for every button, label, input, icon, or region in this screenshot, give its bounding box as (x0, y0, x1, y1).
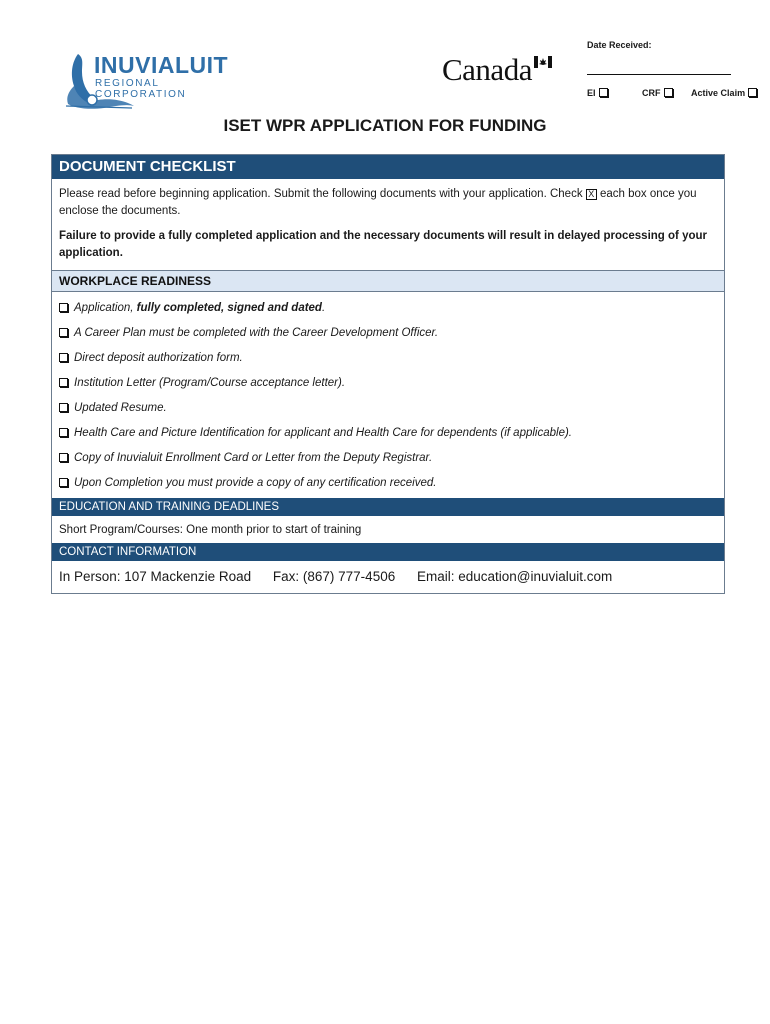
item-text: Upon Completion you must provide a copy of any certification received. (74, 477, 437, 489)
checklist-item-career-plan[interactable] (59, 321, 717, 346)
canada-wordmark: Canada (442, 52, 532, 87)
application-form (51, 154, 725, 594)
checkbox-icon[interactable] (59, 378, 68, 387)
checkbox-icon[interactable] (59, 453, 68, 462)
checklist-item-resume[interactable] (59, 396, 717, 421)
contact-in-person: In Person: 107 Mackenzie Road (59, 569, 252, 584)
checked-box-icon: X (586, 189, 597, 200)
check-active-claim[interactable] (691, 88, 757, 98)
workplace-checklist (52, 292, 724, 498)
contact-email[interactable]: Email: education@inuvialuit.com (416, 569, 613, 584)
intro-text-after: each box once you enclose the documents. (59, 188, 697, 217)
item-text: Health Care and Picture Identification for applicant and Health Care for dependents (if applicable). (74, 427, 572, 439)
checkbox-icon[interactable] (59, 428, 68, 437)
canada-flag-icon (534, 56, 552, 68)
item-text: A Career Plan must be completed with the Career Development Officer. (74, 327, 439, 339)
date-received-label: Date Received: (587, 40, 652, 50)
check-ei-label: EI (587, 88, 596, 98)
contact-info (52, 561, 724, 593)
check-active-claim-label: Active Claim (691, 88, 746, 98)
deadlines-heading: EDUCATION AND TRAINING DEADLINES (52, 498, 724, 516)
checklist-intro (52, 179, 724, 224)
item-text: Direct deposit authorization form. (74, 352, 243, 364)
intro-text-before: Please read before beginning application. Submit the following documents with your application. Check (59, 188, 583, 200)
checklist-item-direct-deposit[interactable] (59, 346, 717, 371)
contact-fax: Fax: (867) 777-4506 (272, 569, 396, 584)
page-title: ISET WPR APPLICATION FOR FUNDING (223, 116, 547, 135)
irc-logo (64, 48, 254, 112)
item-text: Institution Letter (Program/Course acceptance letter). (74, 377, 346, 389)
checklist-item-institution-letter[interactable] (59, 371, 717, 396)
deadlines-text: Short Program/Courses: One month prior to start of training (59, 524, 362, 536)
check-ei[interactable] (587, 88, 610, 98)
checklist-item-certification[interactable] (59, 471, 717, 496)
check-crf[interactable] (642, 88, 675, 98)
checkbox-icon[interactable] (59, 303, 68, 312)
checkbox-icon[interactable] (59, 403, 68, 412)
checklist-item-health-care[interactable] (59, 421, 717, 446)
checkbox-icon[interactable] (59, 478, 68, 487)
checkbox-icon[interactable] (59, 353, 68, 362)
item-text: Application, (74, 302, 137, 314)
checklist-warning: Failure to provide a fully completed application and the necessary documents will result in delayed processing of your application. (59, 230, 707, 259)
office-use-checks (587, 88, 770, 98)
checklist-item-application[interactable] (59, 296, 717, 321)
logo-subtitle: REGIONAL CORPORATION (95, 78, 187, 100)
checkbox-icon[interactable] (59, 328, 68, 337)
document-checklist-heading: DOCUMENT CHECKLIST (52, 155, 724, 179)
checkbox-icon[interactable] (664, 88, 673, 97)
checkbox-icon[interactable] (599, 88, 608, 97)
item-text: . (321, 302, 326, 314)
contact-heading: CONTACT INFORMATION (52, 543, 724, 561)
checkbox-icon[interactable] (748, 88, 757, 97)
date-received-line[interactable] (587, 74, 731, 75)
item-text: Updated Resume. (74, 402, 167, 414)
logo-name: INUVIALUIT (94, 52, 229, 78)
check-crf-label: CRF (642, 88, 661, 98)
workplace-readiness-heading: WORKPLACE READINESS (52, 270, 724, 292)
checklist-item-enrollment-card[interactable] (59, 446, 717, 471)
item-text: Copy of Inuvialuit Enrollment Card or Letter from the Deputy Registrar. (74, 452, 433, 464)
item-text-bold: fully completed, signed and dated (136, 302, 322, 314)
